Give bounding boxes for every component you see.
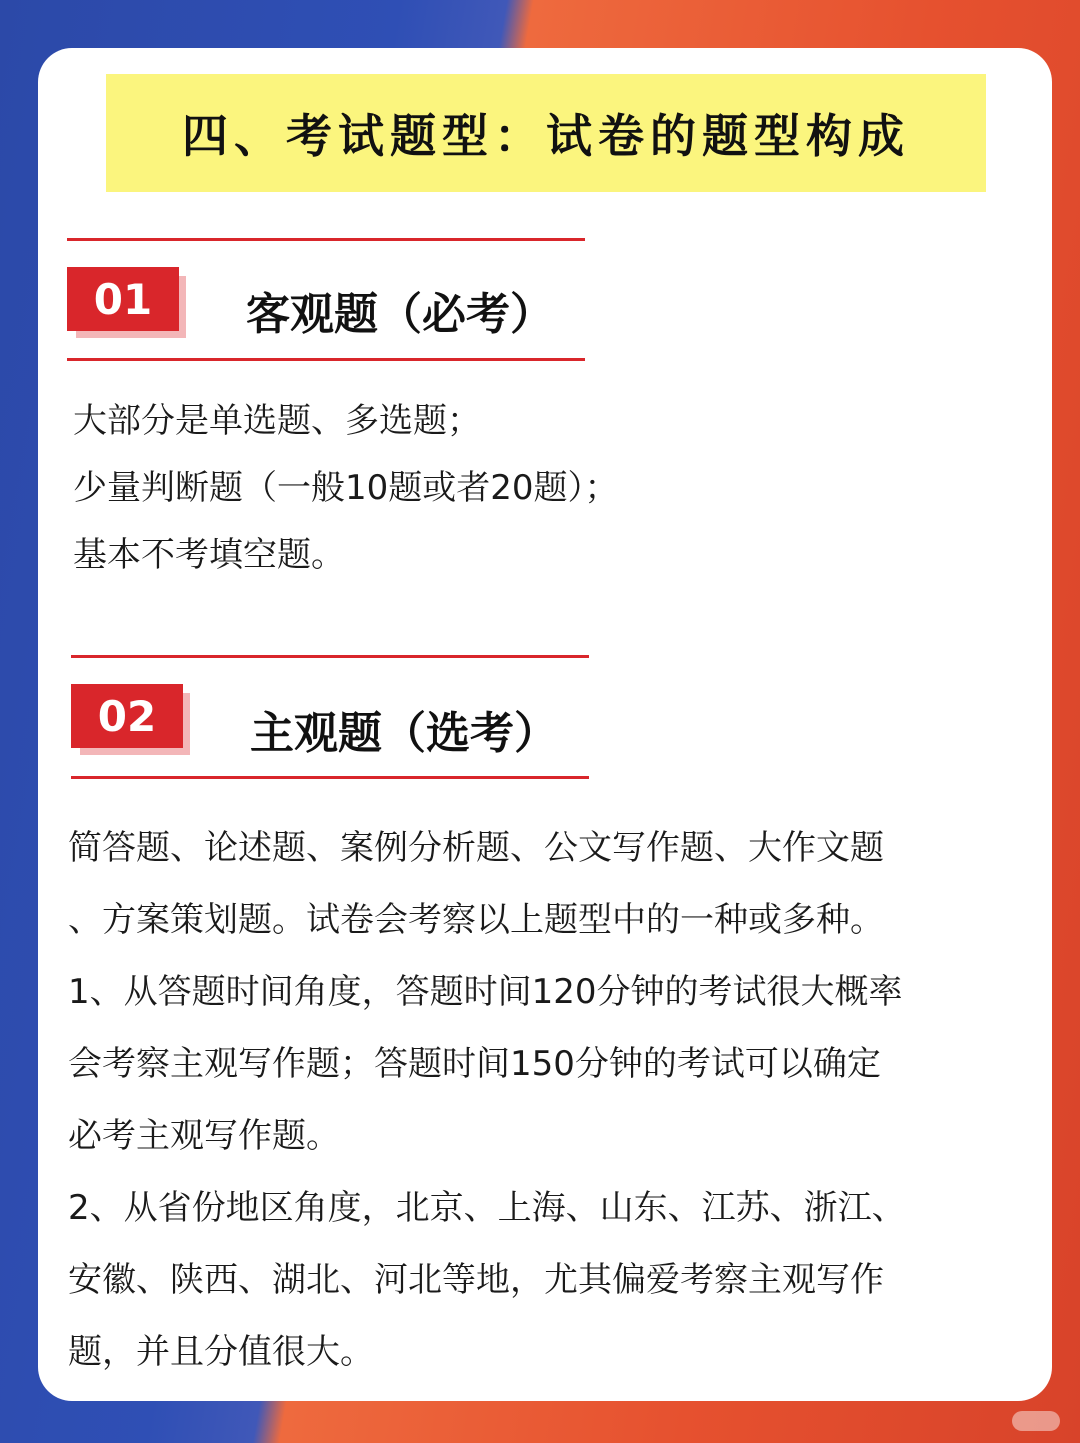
section-divider-bottom xyxy=(67,358,585,361)
section-number-badge: 02 xyxy=(71,684,183,748)
body-line: 少量判断题（一般10题或者20题）； xyxy=(73,468,619,508)
body-line: 必考主观写作题。 xyxy=(68,1116,340,1156)
body-line: 1、从答题时间角度，答题时间120分钟的考试很大概率 xyxy=(68,972,903,1012)
watermark-logo xyxy=(1012,1411,1060,1431)
body-line: 2、从省份地区角度，北京、上海、山东、江苏、浙江、 xyxy=(68,1188,906,1228)
body-line: 会考察主观写作题；答题时间150分钟的考试可以确定 xyxy=(68,1044,881,1084)
body-line: 、方案策划题。试卷会考察以上题型中的一种或多种。 xyxy=(68,900,884,940)
section-title: 客观题（必考） xyxy=(246,289,554,340)
section-title: 主观题（选考） xyxy=(250,708,558,759)
body-line: 基本不考填空题。 xyxy=(73,535,345,575)
title-banner xyxy=(106,74,986,192)
body-line: 简答题、论述题、案例分析题、公文写作题、大作文题 xyxy=(68,828,884,868)
page-title: 四、考试题型：试卷的题型构成 xyxy=(182,109,910,163)
body-line: 安徽、陕西、湖北、河北等地，尤其偏爱考察主观写作 xyxy=(68,1260,884,1300)
section-divider-top xyxy=(71,655,589,658)
section-divider-top xyxy=(67,238,585,241)
body-line: 题，并且分值很大。 xyxy=(68,1332,374,1372)
body-line: 大部分是单选题、多选题； xyxy=(73,401,481,441)
section-number-badge: 01 xyxy=(67,267,179,331)
section-divider-bottom xyxy=(71,776,589,779)
